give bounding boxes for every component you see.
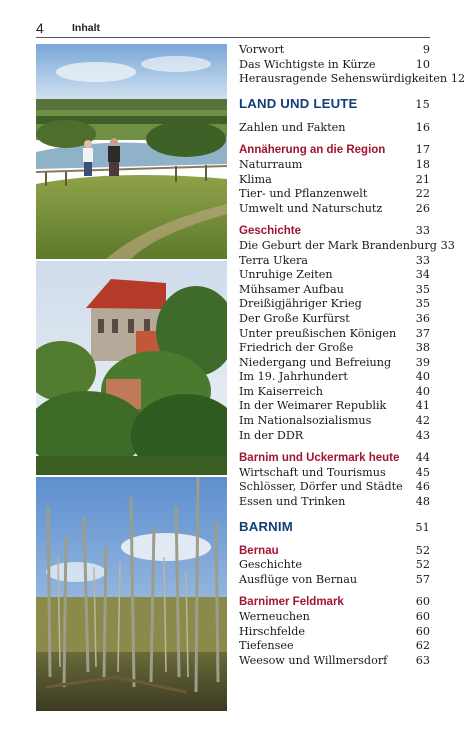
toc-spacer [239, 443, 430, 451]
toc-entry-title: Umwelt und Naturschutz [239, 201, 383, 215]
table-of-contents [239, 43, 466, 668]
toc-entry-title: In der Weimarer Republik [239, 399, 387, 413]
toc-entry [239, 58, 430, 73]
toc-entry-title: In der DDR [239, 428, 304, 442]
toc-entry [239, 297, 430, 312]
toc-entry-page: 15 [415, 97, 430, 111]
toc-entry-title: Das Wichtigste in Kürze [239, 57, 376, 71]
toc-entry [239, 312, 430, 327]
toc-entry-page: 51 [415, 520, 430, 534]
toc-entry-page: 33 [440, 238, 455, 252]
toc-entry-title: Tier- und Pflanzenwelt [239, 187, 368, 201]
toc-entry-title: Unter preußischen Königen [239, 326, 397, 340]
toc-spacer [239, 510, 430, 518]
toc-entry-title: Mühsamer Aufbau [239, 282, 344, 296]
toc-entry-title: Annäherung an die Region [239, 144, 386, 157]
toc-entry [239, 573, 430, 588]
toc-entry-page: 41 [415, 399, 430, 413]
toc-entry-page: 39 [415, 355, 430, 369]
toc-entry-page: 48 [415, 495, 430, 509]
toc-entry-page: 17 [415, 143, 430, 157]
toc-entry-page: 33 [415, 253, 430, 267]
church-tower-photo [36, 261, 227, 475]
toc-entry-title: BARNIM [239, 518, 293, 534]
toc-entry-title: Unruhige Zeiten [239, 268, 333, 282]
toc-entry-page: 60 [415, 624, 430, 638]
toc-entry [239, 72, 466, 87]
toc-entry [239, 558, 430, 573]
toc-entry-page: 35 [415, 282, 430, 296]
toc-entry [239, 429, 430, 444]
toc-entry-title: Weesow und Willmersdorf [239, 653, 388, 667]
toc-entry-title: Werneuchen [239, 610, 310, 623]
toc-entry [239, 414, 430, 429]
toc-entry-page: 45 [415, 465, 430, 479]
toc-section-heading [239, 95, 430, 113]
toc-entry-title: Barnim und Uckermark heute [239, 452, 400, 465]
toc-subsection-heading [239, 143, 430, 158]
toc-entry [239, 202, 430, 217]
toc-entry-page: 46 [415, 480, 430, 494]
toc-entry [239, 268, 430, 283]
toc-entry-title: Naturraum [239, 157, 303, 171]
toc-entry-page: 52 [415, 543, 430, 557]
toc-subsection-heading [239, 595, 430, 610]
toc-entry-title: Terra Ukera [239, 253, 308, 267]
header-rule [36, 37, 430, 38]
toc-entry-page: 37 [415, 326, 430, 340]
toc-entry-page: 60 [415, 595, 430, 609]
toc-entry-title: Klima [239, 172, 272, 186]
toc-entry [239, 187, 430, 202]
toc-entry-page: 43 [415, 428, 430, 442]
toc-entry-title: LAND UND LEUTE [239, 95, 358, 111]
toc-spacer [239, 216, 430, 224]
toc-entry-page: 22 [415, 187, 430, 201]
toc-entry-page: 63 [415, 653, 430, 667]
toc-entry [239, 283, 430, 298]
toc-entry-page: 9 [422, 43, 430, 56]
toc-entry-title: Hirschfelde [239, 624, 306, 638]
toc-entry-page: 60 [415, 610, 430, 623]
toc-subsection-heading [239, 451, 430, 466]
toc-entry [239, 238, 455, 254]
toc-entry [239, 341, 430, 356]
toc-entry [239, 173, 430, 188]
toc-entry [239, 254, 430, 269]
toc-entry-title: Ausflüge von Bernau [239, 572, 358, 586]
toc-entry [239, 466, 430, 481]
toc-entry-title: Der Große Kurfürst [239, 311, 350, 325]
toc-entry-page: 40 [415, 384, 430, 398]
toc-entry-title: Herausragende Sehenswürdigkeiten [239, 72, 448, 86]
swamp-dead-trees-photo [36, 477, 227, 711]
toc-entry-title: Geschichte [239, 225, 301, 238]
toc-entry-page: 16 [415, 120, 430, 134]
toc-entry-page: 10 [415, 57, 430, 71]
toc-entry-page: 38 [415, 341, 430, 355]
toc-entry [239, 158, 430, 173]
toc-entry [239, 121, 430, 136]
toc-entry-title: Schlösser, Dörfer und Städte [239, 480, 403, 494]
toc-subsection-heading [239, 544, 430, 559]
toc-spacer [239, 536, 430, 544]
landscape-hikers-photo [36, 44, 227, 259]
toc-entry-page: 62 [415, 639, 430, 653]
toc-entry-page: 42 [415, 414, 430, 428]
toc-entry-page: 34 [415, 268, 430, 282]
toc-entry-title: Die Geburt der Mark Brandenburg [239, 238, 437, 252]
toc-entry [239, 399, 430, 414]
toc-entry-page: 21 [415, 172, 430, 186]
toc-entry-title: Bernau [239, 544, 279, 557]
toc-entry-page: 33 [415, 224, 430, 238]
toc-entry-title: Im Kaiserreich [239, 384, 323, 398]
toc-entry-title: Barnimer Feldmark [239, 596, 344, 609]
toc-spacer [239, 113, 430, 121]
toc-entry-page: 18 [415, 157, 430, 171]
toc-entry-title: Dreißigjähriger Krieg [239, 297, 362, 311]
toc-entry-title: Im Nationalsozialismus [239, 414, 372, 428]
toc-entry-title: Geschichte [239, 558, 302, 572]
toc-entry-page: 44 [415, 451, 430, 465]
toc-entry [239, 43, 430, 58]
toc-entry-title: Friedrich der Große [239, 341, 354, 355]
toc-entry-page: 12 [450, 72, 466, 86]
toc-entry-title: Zahlen und Fakten [239, 120, 346, 134]
toc-entry [239, 370, 430, 385]
toc-entry-page: 26 [415, 201, 430, 215]
toc-entry-title: Im 19. Jahrhundert [239, 370, 348, 384]
toc-entry-page: 36 [415, 311, 430, 325]
toc-entry [239, 610, 430, 625]
toc-entry [239, 327, 430, 342]
toc-entry [239, 654, 430, 669]
page-number: 4 [36, 20, 44, 36]
toc-spacer [239, 135, 430, 143]
toc-entry [239, 480, 430, 495]
running-header: Inhalt [72, 22, 100, 34]
toc-entry-page: 57 [415, 572, 430, 586]
toc-entry-title: Wirtschaft und Tourismus [239, 465, 386, 479]
toc-entry-page: 52 [415, 558, 430, 572]
toc-section-heading [239, 518, 430, 536]
toc-entry-title: Essen und Trinken [239, 495, 346, 509]
toc-entry [239, 356, 430, 371]
toc-entry [239, 385, 430, 400]
toc-entry-page: 35 [415, 297, 430, 311]
toc-entry [239, 495, 430, 510]
toc-entry-title: Niedergang und Befreiung [239, 355, 392, 369]
toc-spacer [239, 87, 430, 95]
toc-entry-page: 40 [415, 370, 430, 384]
toc-subsection-heading [239, 224, 430, 239]
toc-entry-title: Tiefensee [239, 639, 294, 653]
toc-entry [239, 625, 430, 640]
toc-spacer [239, 587, 430, 595]
toc-entry [239, 639, 430, 654]
toc-entry-title: Vorwort [239, 43, 285, 56]
